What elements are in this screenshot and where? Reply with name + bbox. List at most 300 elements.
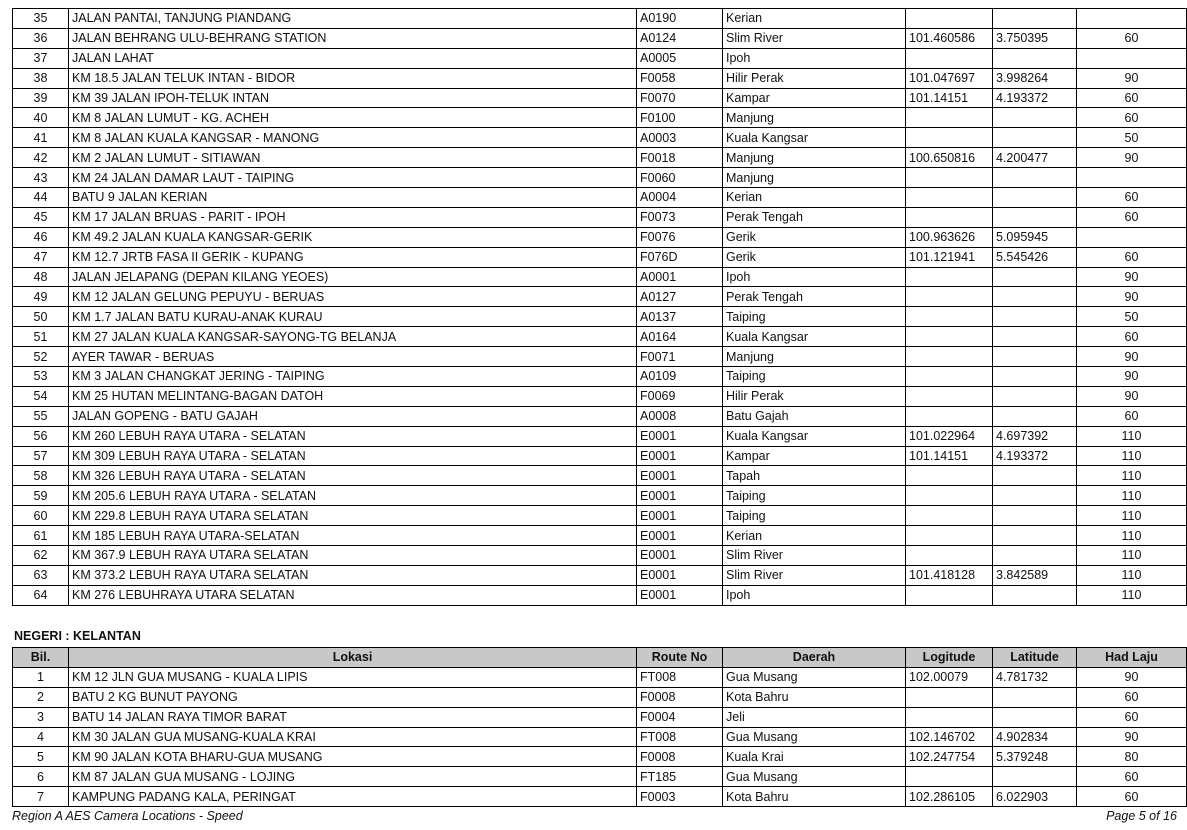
cell-daerah: Kuala Krai (723, 747, 906, 767)
cell-lokasi: KAMPUNG PADANG KALA, PERINGAT (69, 787, 637, 807)
table-row (13, 506, 1187, 526)
table-row (13, 68, 1187, 88)
cell-longitude (906, 327, 993, 347)
cell-daerah: Hilir Perak (723, 68, 906, 88)
table-row (13, 707, 1187, 727)
cell-bil: 5 (13, 747, 69, 767)
cell-had-laju: 110 (1077, 466, 1187, 486)
cell-longitude (906, 767, 993, 787)
table-row (13, 526, 1187, 546)
cell-longitude (906, 128, 993, 148)
cell-daerah: Kuala Kangsar (723, 327, 906, 347)
cell-route-no: A0137 (637, 307, 723, 327)
cell-lokasi: KM 25 HUTAN MELINTANG-BAGAN DATOH (69, 386, 637, 406)
cell-longitude (906, 9, 993, 29)
cell-latitude (993, 128, 1077, 148)
cell-bil: 1 (13, 667, 69, 687)
cell-route-no: E0001 (637, 506, 723, 526)
cell-latitude (993, 307, 1077, 327)
cell-route-no: E0001 (637, 526, 723, 546)
cell-route-no: F0073 (637, 207, 723, 227)
cell-lokasi: KM 1.7 JALAN BATU KURAU-ANAK KURAU (69, 307, 637, 327)
cell-had-laju (1077, 168, 1187, 188)
cell-bil: 64 (13, 585, 69, 605)
cell-route-no: FT008 (637, 667, 723, 687)
cell-latitude: 3.842589 (993, 565, 1077, 585)
cell-bil: 47 (13, 247, 69, 267)
cell-lokasi: KM 12.7 JRTB FASA II GERIK - KUPANG (69, 247, 637, 267)
cell-bil: 51 (13, 327, 69, 347)
cell-latitude (993, 687, 1077, 707)
cell-bil: 4 (13, 727, 69, 747)
cell-had-laju (1077, 9, 1187, 29)
cell-had-laju: 110 (1077, 486, 1187, 506)
cell-lokasi: KM 90 JALAN KOTA BHARU-GUA MUSANG (69, 747, 637, 767)
cell-route-no: A0001 (637, 267, 723, 287)
cell-longitude (906, 486, 993, 506)
table-row (13, 486, 1187, 506)
cell-route-no: F0004 (637, 707, 723, 727)
cell-lokasi: KM 3 JALAN CHANGKAT JERING - TAIPING (69, 367, 637, 387)
cell-longitude (906, 307, 993, 327)
cell-lokasi: JALAN PANTAI, TANJUNG PIANDANG (69, 9, 637, 29)
cell-daerah: Manjung (723, 168, 906, 188)
footer-document-title: Region A AES Camera Locations - Speed (12, 809, 243, 823)
cell-longitude: 101.047697 (906, 68, 993, 88)
cell-route-no: E0001 (637, 446, 723, 466)
cell-route-no: A0127 (637, 287, 723, 307)
cell-lokasi: AYER TAWAR - BERUAS (69, 347, 637, 367)
cell-daerah: Gua Musang (723, 667, 906, 687)
cell-latitude (993, 386, 1077, 406)
cell-bil: 63 (13, 565, 69, 585)
cell-bil: 62 (13, 546, 69, 566)
cell-lokasi: KM 276 LEBUHRAYA UTARA SELATAN (69, 585, 637, 605)
cell-lokasi: KM 8 JALAN KUALA KANGSAR - MANONG (69, 128, 637, 148)
cell-route-no: E0001 (637, 426, 723, 446)
cell-longitude: 101.418128 (906, 565, 993, 585)
cell-lokasi: KM 49.2 JALAN KUALA KANGSAR-GERIK (69, 227, 637, 247)
cell-route-no: FT008 (637, 727, 723, 747)
cell-latitude (993, 367, 1077, 387)
cell-had-laju: 110 (1077, 585, 1187, 605)
cell-latitude: 4.781732 (993, 667, 1077, 687)
cell-latitude: 3.750395 (993, 28, 1077, 48)
cell-latitude (993, 506, 1077, 526)
cell-latitude (993, 707, 1077, 727)
cell-had-laju: 110 (1077, 565, 1187, 585)
cell-daerah: Gerik (723, 227, 906, 247)
cell-daerah: Kerian (723, 526, 906, 546)
cell-route-no: A0005 (637, 48, 723, 68)
cell-had-laju: 90 (1077, 347, 1187, 367)
cell-longitude: 101.14151 (906, 88, 993, 108)
cell-lokasi: JALAN GOPENG - BATU GAJAH (69, 406, 637, 426)
cell-lokasi: KM 87 JALAN GUA MUSANG - LOJING (69, 767, 637, 787)
cell-latitude (993, 9, 1077, 29)
cell-latitude (993, 767, 1077, 787)
cell-lokasi: KM 24 JALAN DAMAR LAUT - TAIPING (69, 168, 637, 188)
cell-bil: 56 (13, 426, 69, 446)
col-header-latitude: Latitude (993, 648, 1077, 668)
cell-daerah: Kerian (723, 188, 906, 208)
cell-had-laju: 90 (1077, 148, 1187, 168)
cell-bil: 48 (13, 267, 69, 287)
cell-latitude (993, 406, 1077, 426)
cell-bil: 37 (13, 48, 69, 68)
cell-daerah: Manjung (723, 347, 906, 367)
cell-daerah: Taiping (723, 307, 906, 327)
cell-longitude (906, 406, 993, 426)
cell-bil: 53 (13, 367, 69, 387)
cell-had-laju: 60 (1077, 108, 1187, 128)
cell-had-laju: 60 (1077, 247, 1187, 267)
cell-lokasi: KM 309 LEBUH RAYA UTARA - SELATAN (69, 446, 637, 466)
cell-daerah: Taiping (723, 486, 906, 506)
cell-route-no: F0058 (637, 68, 723, 88)
cell-route-no: E0001 (637, 585, 723, 605)
cell-route-no: A0109 (637, 367, 723, 387)
cell-bil: 58 (13, 466, 69, 486)
table-row (13, 787, 1187, 807)
cell-route-no: A0004 (637, 188, 723, 208)
cell-longitude: 100.650816 (906, 148, 993, 168)
table-row (13, 188, 1187, 208)
cell-lokasi: KM 205.6 LEBUH RAYA UTARA - SELATAN (69, 486, 637, 506)
cell-latitude: 4.902834 (993, 727, 1077, 747)
cell-had-laju: 110 (1077, 426, 1187, 446)
cell-lokasi: JALAN LAHAT (69, 48, 637, 68)
cell-longitude (906, 506, 993, 526)
cell-lokasi: KM 367.9 LEBUH RAYA UTARA SELATAN (69, 546, 637, 566)
table-row (13, 9, 1187, 29)
cell-lokasi: JALAN BEHRANG ULU-BEHRANG STATION (69, 28, 637, 48)
cell-had-laju: 60 (1077, 687, 1187, 707)
cell-latitude (993, 526, 1077, 546)
cell-route-no: F0003 (637, 787, 723, 807)
cell-bil: 61 (13, 526, 69, 546)
cell-had-laju: 60 (1077, 327, 1187, 347)
cell-had-laju: 90 (1077, 267, 1187, 287)
cell-lokasi: KM 30 JALAN GUA MUSANG-KUALA KRAI (69, 727, 637, 747)
cell-bil: 7 (13, 787, 69, 807)
perak-camera-table (12, 8, 1187, 606)
cell-daerah: Kuala Kangsar (723, 426, 906, 446)
cell-lokasi: KM 373.2 LEBUH RAYA UTARA SELATAN (69, 565, 637, 585)
table-row (13, 207, 1187, 227)
cell-latitude (993, 108, 1077, 128)
cell-latitude: 5.379248 (993, 747, 1077, 767)
col-header-route-no: Route No (637, 648, 723, 668)
cell-longitude: 102.00079 (906, 667, 993, 687)
cell-bil: 57 (13, 446, 69, 466)
cell-had-laju: 90 (1077, 367, 1187, 387)
table-row (13, 247, 1187, 267)
cell-lokasi: BATU 9 JALAN KERIAN (69, 188, 637, 208)
cell-had-laju: 110 (1077, 506, 1187, 526)
cell-longitude (906, 287, 993, 307)
table-row (13, 28, 1187, 48)
cell-daerah: Taiping (723, 367, 906, 387)
table-row (13, 585, 1187, 605)
cell-route-no: A0190 (637, 9, 723, 29)
table-row (13, 48, 1187, 68)
cell-lokasi: JALAN JELAPANG (DEPAN KILANG YEOES) (69, 267, 637, 287)
col-header-longitude: Logitude (906, 648, 993, 668)
cell-latitude (993, 188, 1077, 208)
cell-had-laju: 110 (1077, 546, 1187, 566)
cell-daerah: Hilir Perak (723, 386, 906, 406)
cell-daerah: Ipoh (723, 48, 906, 68)
cell-had-laju: 60 (1077, 787, 1187, 807)
cell-longitude (906, 546, 993, 566)
cell-longitude (906, 207, 993, 227)
cell-bil: 35 (13, 9, 69, 29)
cell-latitude: 5.545426 (993, 247, 1077, 267)
cell-had-laju: 60 (1077, 188, 1187, 208)
cell-route-no: A0003 (637, 128, 723, 148)
cell-lokasi: KM 12 JALAN GELUNG PEPUYU - BERUAS (69, 287, 637, 307)
cell-daerah: Slim River (723, 28, 906, 48)
cell-latitude (993, 48, 1077, 68)
cell-latitude (993, 486, 1077, 506)
cell-daerah: Slim River (723, 546, 906, 566)
section-heading-kelantan: NEGERI : KELANTAN (14, 629, 141, 643)
cell-longitude: 101.14151 (906, 446, 993, 466)
cell-longitude (906, 367, 993, 387)
cell-bil: 46 (13, 227, 69, 247)
cell-had-laju: 60 (1077, 707, 1187, 727)
cell-had-laju (1077, 48, 1187, 68)
cell-bil: 6 (13, 767, 69, 787)
cell-had-laju: 60 (1077, 88, 1187, 108)
col-header-lokasi: Lokasi (69, 648, 637, 668)
cell-lokasi: KM 260 LEBUH RAYA UTARA - SELATAN (69, 426, 637, 446)
table-row (13, 565, 1187, 585)
cell-bil: 41 (13, 128, 69, 148)
cell-route-no: F0100 (637, 108, 723, 128)
col-header-daerah: Daerah (723, 648, 906, 668)
table-row (13, 347, 1187, 367)
cell-longitude (906, 267, 993, 287)
table-row (13, 446, 1187, 466)
table-row (13, 148, 1187, 168)
cell-bil: 39 (13, 88, 69, 108)
cell-had-laju: 50 (1077, 307, 1187, 327)
table-row (13, 287, 1187, 307)
cell-latitude (993, 466, 1077, 486)
cell-route-no: F0076 (637, 227, 723, 247)
table-row (13, 727, 1187, 747)
cell-latitude: 3.998264 (993, 68, 1077, 88)
cell-longitude (906, 108, 993, 128)
cell-had-laju: 60 (1077, 28, 1187, 48)
cell-had-laju: 110 (1077, 526, 1187, 546)
footer-page-number: Page 5 of 16 (1106, 809, 1177, 823)
table-row (13, 747, 1187, 767)
cell-route-no: A0008 (637, 406, 723, 426)
cell-latitude: 4.193372 (993, 446, 1077, 466)
cell-daerah: Batu Gajah (723, 406, 906, 426)
cell-daerah: Perak Tengah (723, 287, 906, 307)
table-row (13, 108, 1187, 128)
cell-daerah: Manjung (723, 148, 906, 168)
table-row (13, 227, 1187, 247)
cell-daerah: Gerik (723, 247, 906, 267)
cell-bil: 54 (13, 386, 69, 406)
cell-longitude (906, 707, 993, 727)
cell-bil: 3 (13, 707, 69, 727)
cell-bil: 55 (13, 406, 69, 426)
cell-route-no: F076D (637, 247, 723, 267)
cell-lokasi: KM 27 JALAN KUALA KANGSAR-SAYONG-TG BELANJA (69, 327, 637, 347)
cell-had-laju: 110 (1077, 446, 1187, 466)
table-row (13, 128, 1187, 148)
table-row (13, 767, 1187, 787)
cell-latitude (993, 347, 1077, 367)
cell-route-no: F0069 (637, 386, 723, 406)
cell-longitude: 101.460586 (906, 28, 993, 48)
cell-lokasi: BATU 14 JALAN RAYA TIMOR BARAT (69, 707, 637, 727)
table-row (13, 367, 1187, 387)
cell-longitude: 102.247754 (906, 747, 993, 767)
cell-longitude (906, 386, 993, 406)
cell-daerah: Tapah (723, 466, 906, 486)
cell-bil: 60 (13, 506, 69, 526)
cell-longitude (906, 466, 993, 486)
cell-lokasi: KM 2 JALAN LUMUT - SITIAWAN (69, 148, 637, 168)
cell-daerah: Perak Tengah (723, 207, 906, 227)
cell-had-laju: 80 (1077, 747, 1187, 767)
cell-latitude: 4.200477 (993, 148, 1077, 168)
cell-latitude: 4.193372 (993, 88, 1077, 108)
cell-had-laju: 60 (1077, 767, 1187, 787)
cell-bil: 38 (13, 68, 69, 88)
cell-longitude: 100.963626 (906, 227, 993, 247)
cell-bil: 59 (13, 486, 69, 506)
table-row (13, 426, 1187, 446)
cell-daerah: Jeli (723, 707, 906, 727)
cell-lokasi: KM 8 JALAN LUMUT - KG. ACHEH (69, 108, 637, 128)
cell-bil: 52 (13, 347, 69, 367)
cell-route-no: F0018 (637, 148, 723, 168)
cell-had-laju: 60 (1077, 207, 1187, 227)
table-row (13, 307, 1187, 327)
cell-latitude (993, 287, 1077, 307)
cell-latitude (993, 168, 1077, 188)
col-header-had-laju: Had Laju (1077, 648, 1187, 668)
cell-lokasi: KM 326 LEBUH RAYA UTARA - SELATAN (69, 466, 637, 486)
cell-route-no: F0008 (637, 747, 723, 767)
cell-latitude: 4.697392 (993, 426, 1077, 446)
cell-route-no: FT185 (637, 767, 723, 787)
cell-route-no: E0001 (637, 565, 723, 585)
cell-lokasi: KM 229.8 LEBUH RAYA UTARA SELATAN (69, 506, 637, 526)
cell-had-laju: 50 (1077, 128, 1187, 148)
table-row (13, 386, 1187, 406)
cell-longitude (906, 188, 993, 208)
cell-had-laju: 90 (1077, 727, 1187, 747)
cell-route-no: F0060 (637, 168, 723, 188)
cell-lokasi: KM 18.5 JALAN TELUK INTAN - BIDOR (69, 68, 637, 88)
cell-had-laju: 90 (1077, 287, 1187, 307)
col-header-bil: Bil. (13, 648, 69, 668)
cell-longitude (906, 687, 993, 707)
cell-daerah: Slim River (723, 565, 906, 585)
cell-latitude (993, 327, 1077, 347)
cell-route-no: F0070 (637, 88, 723, 108)
cell-latitude (993, 207, 1077, 227)
cell-had-laju (1077, 227, 1187, 247)
cell-route-no: A0164 (637, 327, 723, 347)
cell-route-no: F0008 (637, 687, 723, 707)
cell-longitude: 102.146702 (906, 727, 993, 747)
cell-longitude (906, 526, 993, 546)
cell-route-no: A0124 (637, 28, 723, 48)
cell-latitude: 6.022903 (993, 787, 1077, 807)
cell-latitude (993, 546, 1077, 566)
cell-bil: 43 (13, 168, 69, 188)
cell-latitude (993, 267, 1077, 287)
cell-daerah: Ipoh (723, 585, 906, 605)
cell-lokasi: KM 17 JALAN BRUAS - PARIT - IPOH (69, 207, 637, 227)
cell-had-laju: 90 (1077, 386, 1187, 406)
table-row (13, 88, 1187, 108)
cell-daerah: Gua Musang (723, 727, 906, 747)
cell-bil: 50 (13, 307, 69, 327)
cell-bil: 40 (13, 108, 69, 128)
cell-longitude: 101.121941 (906, 247, 993, 267)
cell-daerah: Manjung (723, 108, 906, 128)
table-row (13, 466, 1187, 486)
table-row (13, 546, 1187, 566)
table-row (13, 687, 1187, 707)
cell-daerah: Gua Musang (723, 767, 906, 787)
cell-daerah: Kuala Kangsar (723, 128, 906, 148)
cell-bil: 49 (13, 287, 69, 307)
table-row (13, 406, 1187, 426)
table-header-row (13, 648, 1187, 668)
cell-daerah: Kota Bahru (723, 787, 906, 807)
table-row (13, 327, 1187, 347)
cell-route-no: E0001 (637, 546, 723, 566)
cell-daerah: Ipoh (723, 267, 906, 287)
cell-bil: 44 (13, 188, 69, 208)
cell-route-no: E0001 (637, 466, 723, 486)
cell-route-no: F0071 (637, 347, 723, 367)
cell-had-laju: 90 (1077, 667, 1187, 687)
cell-daerah: Kampar (723, 88, 906, 108)
cell-longitude (906, 168, 993, 188)
cell-longitude: 101.022964 (906, 426, 993, 446)
cell-lokasi: KM 12 JLN GUA MUSANG - KUALA LIPIS (69, 667, 637, 687)
kelantan-camera-table (12, 647, 1187, 807)
cell-longitude (906, 347, 993, 367)
table-row (13, 267, 1187, 287)
cell-lokasi: KM 185 LEBUH RAYA UTARA-SELATAN (69, 526, 637, 546)
cell-lokasi: KM 39 JALAN IPOH-TELUK INTAN (69, 88, 637, 108)
cell-daerah: Kampar (723, 446, 906, 466)
cell-daerah: Kerian (723, 9, 906, 29)
cell-lokasi: BATU 2 KG BUNUT PAYONG (69, 687, 637, 707)
cell-latitude (993, 585, 1077, 605)
cell-daerah: Taiping (723, 506, 906, 526)
cell-bil: 45 (13, 207, 69, 227)
cell-longitude (906, 48, 993, 68)
cell-bil: 42 (13, 148, 69, 168)
cell-longitude: 102.286105 (906, 787, 993, 807)
cell-had-laju: 90 (1077, 68, 1187, 88)
